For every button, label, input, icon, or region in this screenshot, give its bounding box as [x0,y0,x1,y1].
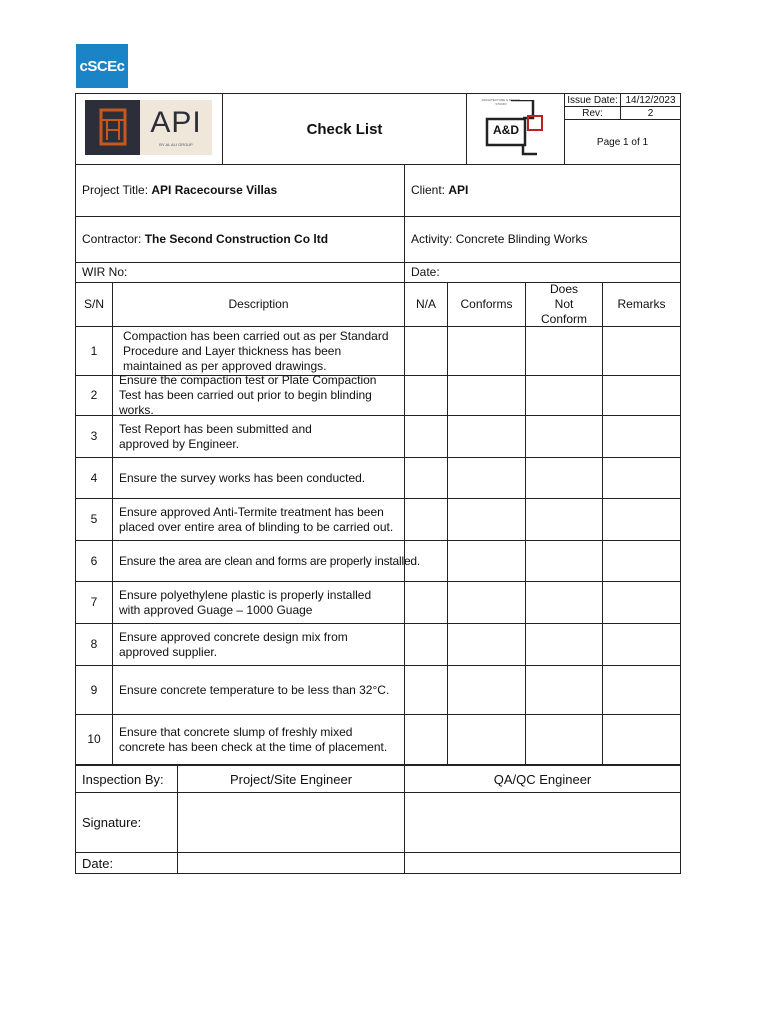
row-3-sn [75,415,113,458]
row-description-text: Ensure the area are clean and forms are properly installed. [119,553,421,568]
consultant-logo-caption: ARCHITECTURE & DESIGN STUDIO [481,98,521,106]
col-header-conforms [447,282,526,327]
rev-label-cell [564,106,621,120]
client-value: API [448,183,469,197]
consultant-logo-text: A&D [493,123,519,137]
row-5-remarks[interactable] [602,498,681,541]
row-5-na-check[interactable] [404,498,448,541]
row-6-remarks[interactable] [602,540,681,582]
site-engineer-date-field[interactable] [177,852,405,874]
page-title: Check List [306,120,383,138]
row-sn-label: 2 [90,388,98,402]
row-4-remarks[interactable] [602,457,681,499]
issue-date-label: Issue Date: [567,94,618,106]
consultant-logo-cell [466,93,565,165]
row-sn-label: 9 [90,682,98,697]
site-engineer-label: Project/Site Engineer [229,771,353,787]
row-8-conforms-check[interactable] [447,623,526,666]
client-logo-mark [85,100,140,155]
row-3-remarks[interactable] [602,415,681,458]
row-3-description [112,415,405,458]
col-header-not-conform-label: Does Not Conform [540,282,587,326]
row-description-text: Test Report has been submitted and approved by Engineer. [119,421,312,451]
row-sn-label: 5 [90,512,98,526]
rev-value: 2 [647,107,654,119]
col-header-description [112,282,405,327]
col-header-na [404,282,448,327]
site-engineer-header [177,764,405,793]
issue-date-value: 14/12/2023 [625,94,676,106]
row-description-text: Ensure polyethylene plastic is properly installed with approved Guage – 1000 Guage [119,587,372,617]
row-2-not-conform-check[interactable] [525,375,603,416]
row-10-conforms-check[interactable] [447,714,526,765]
row-8-sn [75,623,113,666]
activity-label: Activity: [411,232,453,246]
row-4-na-check[interactable] [404,457,448,499]
col-header-description-label: Description [228,297,289,311]
row-9-sn [75,665,113,715]
row-5-conforms-check[interactable] [447,498,526,541]
row-6-not-conform-check[interactable] [525,540,603,582]
qaqc-engineer-header [404,764,681,793]
wir-cell [75,262,405,283]
company-logo-text: cSCEc [79,57,125,75]
row-5-sn [75,498,113,541]
row-10-na-check[interactable] [404,714,448,765]
row-sn-label: 7 [90,595,98,609]
row-1-remarks[interactable] [602,326,681,376]
qaqc-engineer-signature-field[interactable] [404,792,681,853]
col-header-sn [75,282,113,327]
row-5-description [112,498,405,541]
row-7-sn [75,581,113,624]
row-description-text: Ensure concrete temperature to be less than 32°C. [119,682,390,697]
page-number: Page 1 of 1 [596,136,649,148]
contractor-cell [75,216,405,263]
row-2-na-check[interactable] [404,375,448,416]
row-2-remarks[interactable] [602,375,681,416]
col-header-sn-label: S/N [83,297,104,311]
row-4-not-conform-check[interactable] [525,457,603,499]
row-10-not-conform-check[interactable] [525,714,603,765]
chinese-seal-icon [85,100,140,155]
row-7-remarks[interactable] [602,581,681,624]
col-header-remarks [602,282,681,327]
row-1-conforms-check[interactable] [447,326,526,376]
row-3-na-check[interactable] [404,415,448,458]
row-description-text: Compaction has been carried out as per Standard Procedure and Layer thickness has been maintained as per approved drawings. [123,328,389,373]
row-2-description [112,375,405,416]
wir-date-cell [404,262,681,283]
qaqc-engineer-label: QA/QC Engineer [493,771,592,787]
title-cell [222,93,467,165]
row-description-text: Ensure that concrete slump of freshly mixed concrete has been check at the time of placement. [119,724,388,754]
rev-value-cell [620,106,681,120]
row-8-not-conform-check[interactable] [525,623,603,666]
signature-label-cell [75,792,178,853]
row-description-text: Ensure approved concrete design mix from approved supplier. [119,629,348,659]
col-header-na-label: N/A [415,297,436,311]
row-4-conforms-check[interactable] [447,457,526,499]
contractor-value: The Second Construction Co ltd [144,232,329,246]
row-6-na-check[interactable] [404,540,448,582]
row-5-not-conform-check[interactable] [525,498,603,541]
row-9-conforms-check[interactable] [447,665,526,715]
client-logo [85,100,212,155]
row-3-conforms-check[interactable] [447,415,526,458]
row-sn-label: 3 [90,429,98,443]
row-6-sn [75,540,113,582]
row-sn-label: 10 [87,732,101,746]
row-10-sn [75,714,113,765]
footer-date-label-cell [75,852,178,874]
inspection-label-cell [75,764,178,793]
row-7-description [112,581,405,624]
row-8-remarks[interactable] [602,623,681,666]
row-description-text: Ensure approved Anti-Termite treatment has been placed over entire area of blinding to be carried out. [119,504,394,534]
client-cell [404,164,681,217]
row-6-conforms-check[interactable] [447,540,526,582]
row-8-na-check[interactable] [404,623,448,666]
wir-date-label: Date: [411,265,440,279]
site-engineer-signature-field[interactable] [177,792,405,853]
rev-label: Rev: [582,107,603,119]
row-1-description [112,326,405,376]
row-7-not-conform-check[interactable] [525,581,603,624]
row-7-na-check[interactable] [404,581,448,624]
row-sn-label: 8 [90,637,98,651]
client-logo-text: API [150,106,202,139]
signature-label: Signature: [82,815,142,830]
row-4-sn [75,457,113,499]
row-10-description [112,714,405,765]
issue-date-value-cell [620,93,681,107]
wir-label: WIR No: [82,265,128,279]
col-header-conforms-label: Conforms [460,297,513,311]
row-10-remarks[interactable] [602,714,681,765]
row-2-conforms-check[interactable] [447,375,526,416]
row-1-sn [75,326,113,376]
company-logo [76,44,128,88]
footer-date-label: Date: [82,855,114,871]
row-9-remarks[interactable] [602,665,681,715]
row-3-not-conform-check[interactable] [525,415,603,458]
row-1-na-check[interactable] [404,326,448,376]
row-8-description [112,623,405,666]
row-4-description [112,457,405,499]
contractor-label: Contractor: [82,232,142,246]
col-header-not-conform [525,282,603,327]
inspection-label: Inspection By: [82,771,164,787]
row-9-not-conform-check[interactable] [525,665,603,715]
row-description-text: Ensure the compaction test or Plate Compaction Test has been carried out prior to begin blinding works. [119,373,377,417]
row-sn-label: 1 [90,343,98,358]
qaqc-engineer-date-field[interactable] [404,852,681,874]
page-number-area [565,120,680,164]
row-7-conforms-check[interactable] [447,581,526,624]
row-description-text: Ensure the survey works has been conducted. [119,470,366,485]
client-logo-tagline: BY AL ALI GROUP [159,142,193,147]
client-label: Client: [411,183,446,197]
row-9-description [112,665,405,715]
issue-date-label-cell [564,93,621,107]
row-sn-label: 6 [90,553,98,568]
row-sn-label: 4 [90,470,98,485]
col-header-remarks-label: Remarks [617,297,666,311]
row-9-na-check[interactable] [404,665,448,715]
project-title-value: API Racecourse Villas [151,183,278,197]
activity-value: Concrete Blinding Works [455,232,588,246]
row-6-description [112,540,421,582]
row-2-sn [75,375,113,416]
project-title-cell [75,164,405,217]
project-title-label: Project Title: [82,183,149,197]
activity-cell [404,216,681,263]
row-1-not-conform-check[interactable] [525,326,603,376]
